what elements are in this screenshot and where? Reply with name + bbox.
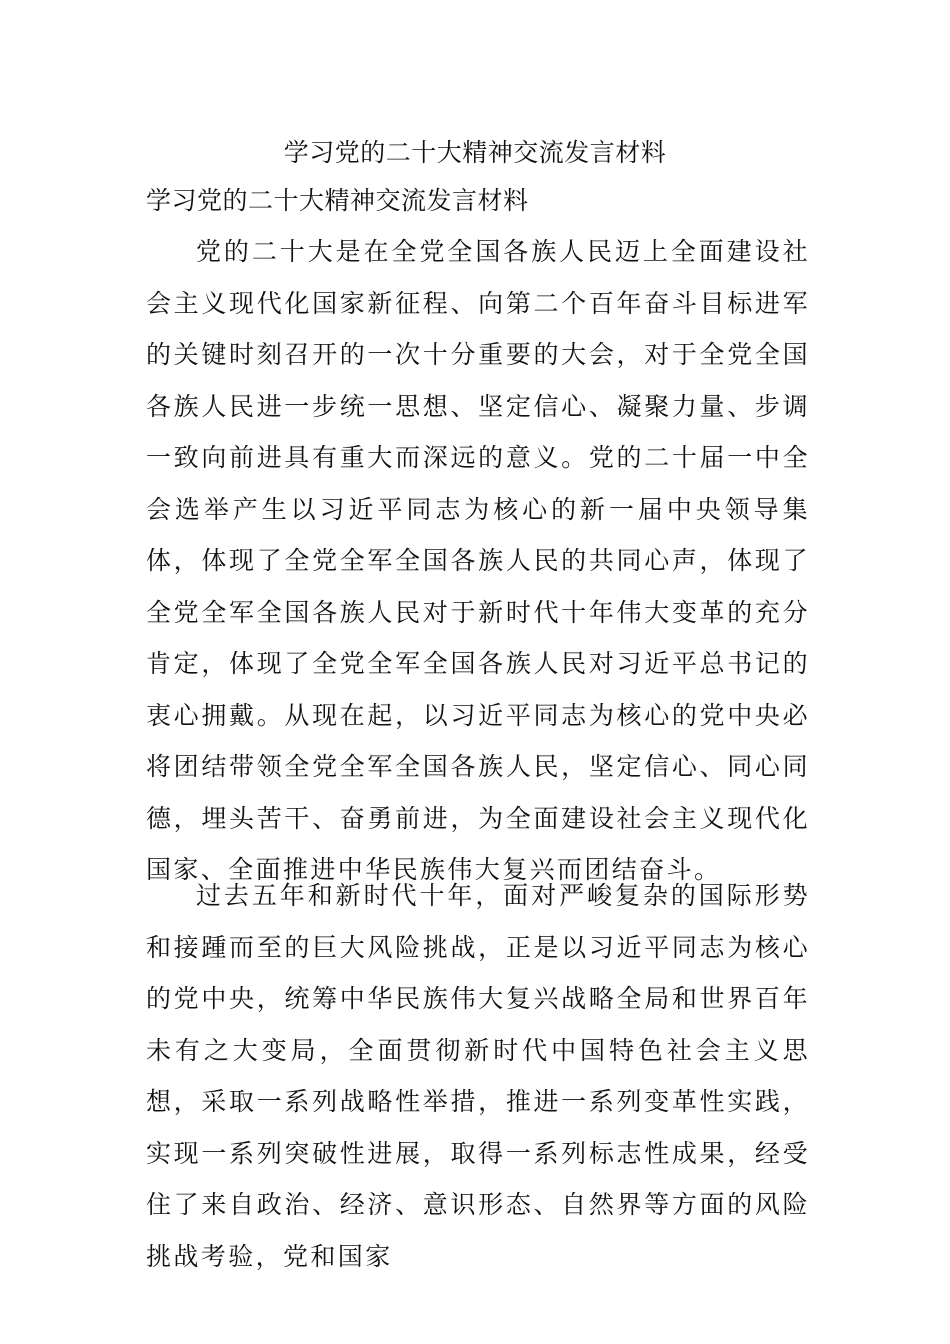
body-paragraph-1: 党的二十大是在全党全国各族人民迈上全面建设社会主义现代化国家新征程、向第二个百年奋斗目标进军的关键时刻召开的一次十分重要的大会，对于全党全国各族人民进一步统一思想、坚定信心、凝聚力量、步调一致向前进具有重大而深远的意义。党的二十届一中全会选举产生以习近平同志为核心的新一届中央领导集体，体现了全党全军全国各族人民的共同心声，体现了全党全军全国各族人民对于新时代十年伟大变革的充分肯定，体现了全党全军全国各族人民对习近平总书记的衷心拥戴。从现在起，以习近平同志为核心的党中央必将团结带领全党全军全国各族人民，坚定信心、同心同德，埋头苦干、奋勇前进，为全面建设社会主义现代化国家、全面推进中华民族伟大复兴而团结奋斗。 (146, 237, 810, 884)
document-subtitle: 学习党的二十大精神交流发言材料 (146, 186, 529, 215)
document-title: 学习党的二十大精神交流发言材料 (283, 138, 667, 167)
body-paragraph-2: 过去五年和新时代十年，面对严峻复杂的国际形势和接踵而至的巨大风险挑战，正是以习近平同志为核心的党中央，统筹中华民族伟大复兴战略全局和世界百年未有之大变局，全面贯彻新时代中国特色社会主义思想，采取一系列战略性举措，推进一系列变革性实践，实现一系列突破性进展，取得一系列标志性成果，经受住了来自政治、经济、意识形态、自然界等方面的风险挑战考验，党和国家 (146, 881, 810, 1271)
